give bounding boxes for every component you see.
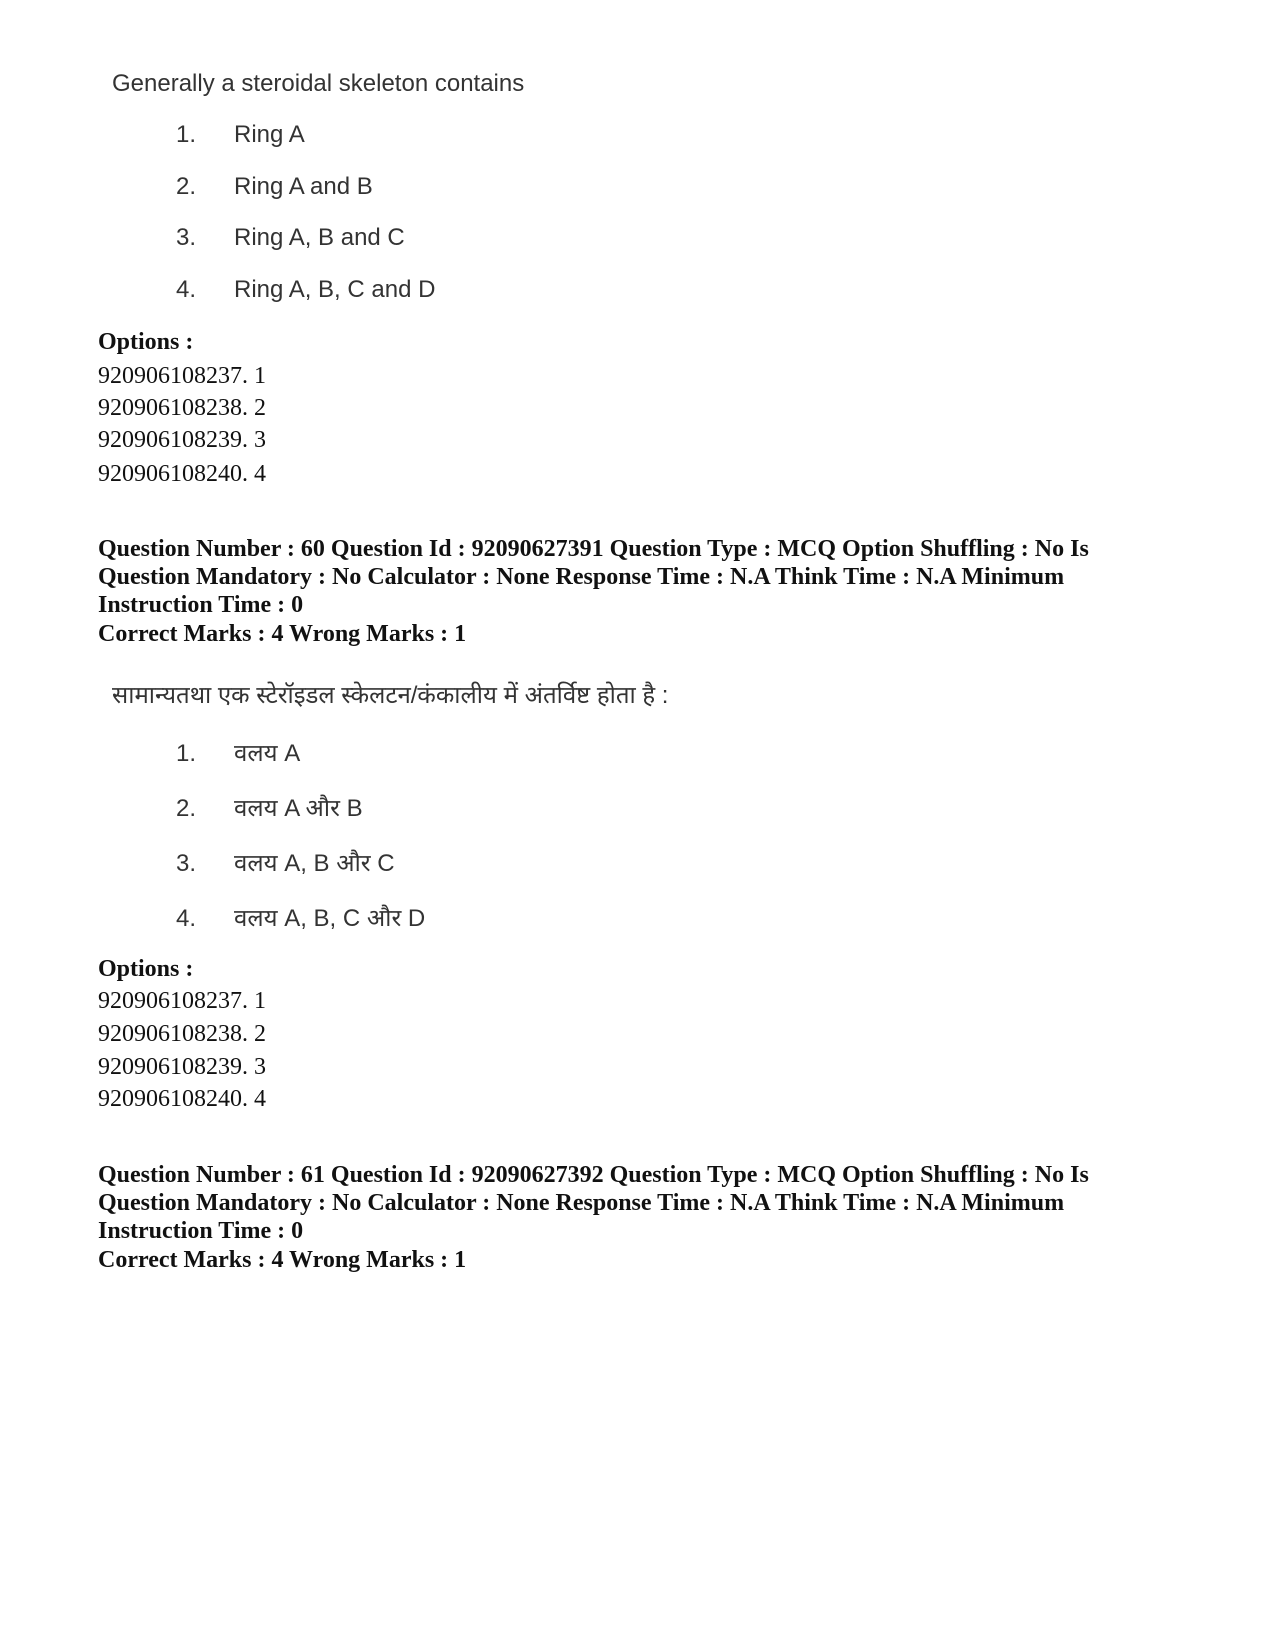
choice-text: वलय A और B bbox=[234, 795, 363, 822]
options-label: Options : bbox=[98, 956, 194, 982]
question-60-choice-2 bbox=[176, 791, 363, 824]
choice-number: 3. bbox=[176, 850, 197, 877]
choice-text: Ring A, B, C and D bbox=[234, 276, 436, 303]
meta-line: Instruction Time : 0 bbox=[98, 592, 304, 618]
option-line: 920906108239. 3 bbox=[98, 427, 266, 453]
choice-text: वलय A, B और C bbox=[234, 850, 395, 877]
choice-number: 3. bbox=[176, 224, 197, 251]
meta-line: Question Number : 60 Question Id : 92090627391 Question Type : MCQ Option Shuffling : No Is bbox=[98, 536, 1089, 562]
choice-number: 2. bbox=[176, 173, 197, 200]
meta-line: Question Mandatory : No Calculator : None Response Time : N.A Think Time : N.A Minimum bbox=[98, 1190, 1065, 1216]
question-60-stem: सामान्यतथा एक स्टेरॉइडल स्केलटन/कंकालीय में अंतर्विष्ट होता है : bbox=[112, 682, 669, 709]
choice-number: 1. bbox=[176, 121, 197, 148]
option-line: 920906108237. 1 bbox=[98, 363, 266, 389]
question-59-choice-2 bbox=[176, 173, 373, 201]
options-label: Options : bbox=[98, 329, 194, 355]
question-59-choice-4 bbox=[176, 276, 435, 304]
question-59-choice-3 bbox=[176, 224, 405, 252]
choice-text: वलय A bbox=[234, 740, 301, 767]
option-line: 920906108240. 4 bbox=[98, 1086, 266, 1112]
question-61-marks: Correct Marks : 4 Wrong Marks : 1 bbox=[98, 1247, 467, 1273]
question-60-marks: Correct Marks : 4 Wrong Marks : 1 bbox=[98, 621, 467, 647]
choice-text: Ring A and B bbox=[234, 173, 373, 200]
question-59-choice-1 bbox=[176, 121, 305, 149]
choice-text: वलय A, B, C और D bbox=[234, 905, 426, 932]
option-line: 920906108237. 1 bbox=[98, 988, 266, 1014]
choice-number: 2. bbox=[176, 795, 197, 822]
question-60-choice-1 bbox=[176, 736, 300, 769]
choice-text: Ring A, B and C bbox=[234, 224, 405, 251]
choice-number: 4. bbox=[176, 276, 197, 303]
choice-number: 4. bbox=[176, 905, 197, 932]
meta-line: Question Number : 61 Question Id : 92090627392 Question Type : MCQ Option Shuffling : No Is bbox=[98, 1162, 1089, 1188]
option-line: 920906108238. 2 bbox=[98, 395, 266, 421]
meta-line: Question Mandatory : No Calculator : None Response Time : N.A Think Time : N.A Minimum bbox=[98, 564, 1065, 590]
meta-line: Instruction Time : 0 bbox=[98, 1218, 304, 1244]
option-line: 920906108240. 4 bbox=[98, 461, 266, 487]
choice-number: 1. bbox=[176, 740, 197, 767]
question-60-choice-3 bbox=[176, 846, 395, 879]
question-61-meta bbox=[98, 1161, 1198, 1245]
question-60-meta bbox=[98, 535, 1198, 619]
question-59-stem: Generally a steroidal skeleton contains bbox=[112, 70, 525, 97]
question-60-choice-4 bbox=[176, 901, 425, 934]
option-line: 920906108239. 3 bbox=[98, 1054, 266, 1080]
choice-text: Ring A bbox=[234, 121, 305, 148]
option-line: 920906108238. 2 bbox=[98, 1021, 266, 1047]
